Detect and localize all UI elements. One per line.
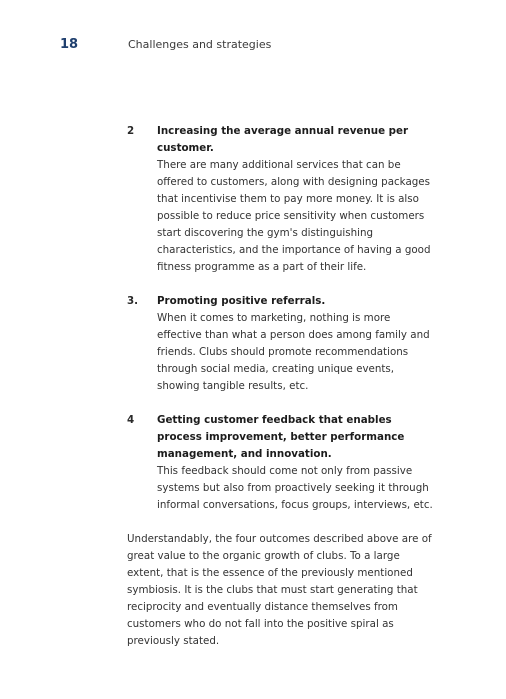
item-number: 3. xyxy=(127,295,139,307)
item-heading: Getting customer feedback that enables process improvement, better performance management, and innovation. xyxy=(157,414,405,460)
item-text: When it comes to marketing, nothing is more effective than what a person does among family and friends. Clubs should promote recommendations through social media, creating unique events, showing tangible results, etc. xyxy=(157,312,430,392)
item-body xyxy=(157,293,437,395)
item-heading: Increasing the average annual revenue per customer. xyxy=(157,125,409,154)
list-item xyxy=(127,412,437,514)
closing-paragraph: Understandably, the four outcomes described above are of great value to the organic growth of clubs. To a large extent, that is the essence of the previously mentioned symbiosis. It is the clubs that must start generating that reciprocity and eventually distance themselves from customers who do not fall into the positive spiral as previously stated. xyxy=(127,533,432,647)
page-number: 18 xyxy=(60,36,79,52)
list-item xyxy=(127,123,437,276)
item-number: 4 xyxy=(127,414,135,426)
page-header xyxy=(60,36,271,52)
main-content xyxy=(127,123,437,650)
item-body xyxy=(157,123,437,276)
running-title: Challenges and strategies xyxy=(128,37,272,51)
item-number: 2 xyxy=(127,125,135,137)
item-text: There are many additional services that can be offered to customers, along with designing packages that incentivise them to pay more money. It is also possible to reduce price sensitivity when customers start discovering the gym's distinguishing characteristics, and the importance of having a good fitness programme as a part of their life. xyxy=(157,159,431,273)
item-body xyxy=(157,412,437,514)
item-heading: Promoting positive referrals. xyxy=(157,295,326,307)
list-item xyxy=(127,293,437,395)
item-text: This feedback should come not only from passive systems but also from proactively seeking it through informal conversations, focus groups, interviews, etc. xyxy=(157,465,433,511)
